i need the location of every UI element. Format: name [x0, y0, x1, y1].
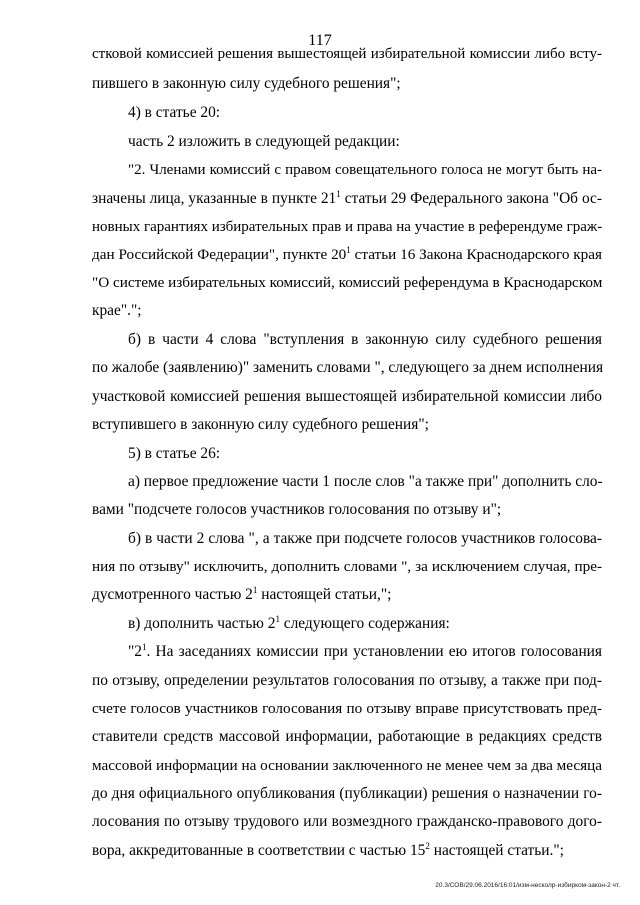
text-line: вора, аккредитованные в соответствии с частью $15^2$ настоящей статьи."; [92, 841, 564, 859]
text-line: в) дополнить частью $2^1$ следующего содержания: [128, 614, 450, 632]
document-footer: 20.3/СОВ/29.06.2016/16:01/изм-несколр-избирком-закон-2 чт. [435, 882, 620, 889]
text-line: б) в части 2 слова ", а также при подсчете голосов участников голосова- [128, 530, 602, 547]
text-line: 4) в статье 20: [128, 104, 221, 121]
text-line: "2. Членами комиссий с правом совещательного голоса не могут быть на- [128, 162, 602, 178]
text-line: часть 2 изложить в следующей редакции: [128, 133, 400, 150]
text-line: значены лица, указанные в пункте $21^1$ статьи 29 Федерального закона "Об ос- [92, 189, 602, 207]
text-line: крае"."; [92, 302, 142, 319]
text-line: массовой информации на основании заключенного не менее чем за два месяца [92, 757, 602, 774]
text-line: новных гарантиях избирательных прав и права на участие в референдуме граж- [92, 219, 603, 235]
text-line: а) первое предложение части 1 после слов "а также при" дополнить сло- [128, 473, 603, 490]
text-line: по отзыву, определении результатов голосования по отзыву, а также при под- [92, 672, 602, 689]
text-line: участковой комиссией решения вышестоящей избирательной комиссии либо [92, 388, 602, 405]
text-line: стковой комиссией решения вышестоящей избирательной комиссии либо всту- [92, 46, 602, 62]
text-line: "О системе избирательных комиссий, комиссий референдума в Краснодарском [92, 274, 603, 291]
text-line: пившего в законную силу судебного решения"; [92, 75, 401, 92]
text-line: вступившего в законную силу судебного решения"; [92, 416, 429, 433]
text-line: счете голосов участников голосования по отзыву вправе присутствовать пред- [92, 700, 602, 717]
text-line: вами "подсчете голосов участников голосования по отзыву и"; [92, 501, 502, 518]
text-line: 5) в статье 26: [128, 445, 221, 462]
text-line: дусмотренного частью $2^1$ настоящей статьи,"; [92, 585, 392, 603]
text-line: "$2^1$. На заседаниях комиссии при установлении ею итогов голосования [128, 642, 602, 660]
text-line: до дня официального опубликования (публикации) решения о назначении го- [92, 785, 602, 802]
text-line: лосования по отзыву трудового или возмездного гражданско-правового дого- [92, 813, 602, 830]
text-line: ставители средств массовой информации, работающие в редакциях средств [92, 728, 602, 745]
text-line: дан Российской Федерации", пункте $20^1$ статьи 16 Закона Краснодарского края [92, 245, 602, 263]
text-line: ния по отзыву" исключить, дополнить словами ", за исключением случая, пре- [92, 558, 602, 575]
page-number: 117 [308, 32, 332, 49]
text-line: по жалобе (заявлению)" заменить словами ", следующего за днем исполнения [92, 359, 604, 376]
text-line: б) в части 4 слова "вступления в законную силу судебного решения [128, 331, 602, 348]
